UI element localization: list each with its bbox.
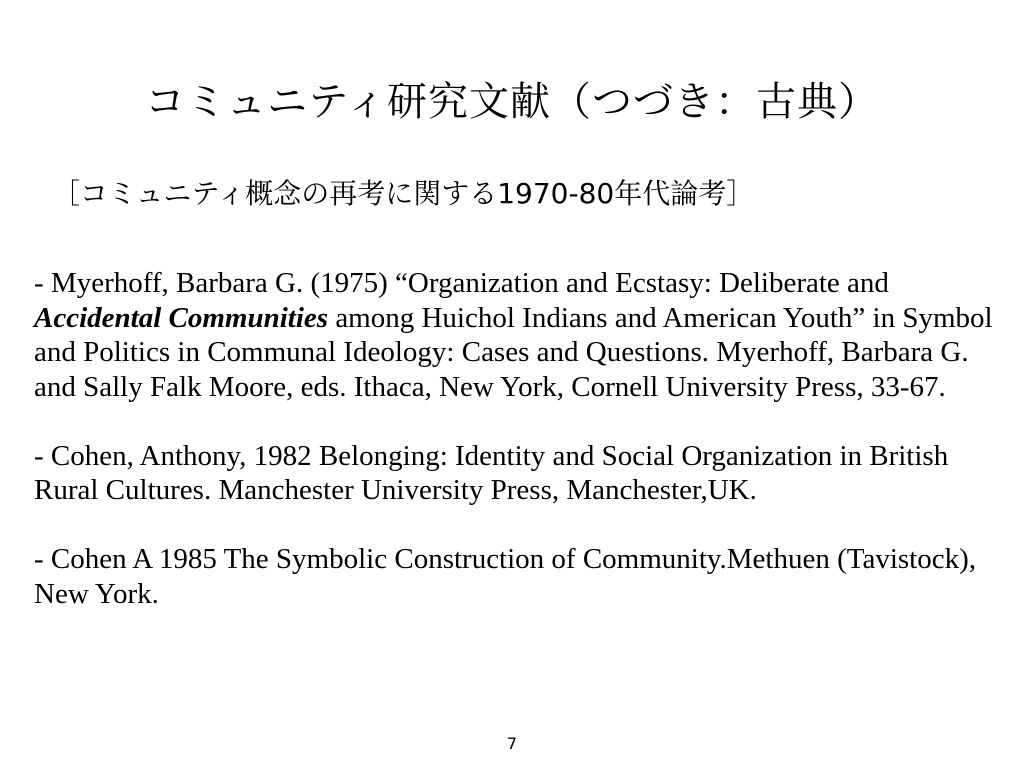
reference-list xyxy=(34,266,994,646)
reference-item-myerhoff xyxy=(34,266,994,404)
reference-emphasis: Accidental Communities xyxy=(34,301,329,334)
reference-item-cohen-1985: - Cohen A 1985 The Symbolic Construction of Community.Methuen (Tavistock), New York. xyxy=(34,543,977,610)
reference-text: - Myerhoff, Barbara G. (1975) “Organization and Ecstasy: Deliberate and xyxy=(34,267,889,299)
slide-title: コミュニティ研究文献（つづき：古典） xyxy=(145,79,879,125)
reference-text: among Huichol Indians and American Youth” in Symbol and Politics in Communal Ideology: Cases and Questions. Myerhoff, Barbara G. and Sally Falk Moore, eds. Ithaca, New York, Cornell University Press, 33-67. xyxy=(34,301,993,403)
page-number: 7 xyxy=(506,734,518,753)
slide-subtitle: ［コミュニティ概念の再考に関する1970-80年代論考］ xyxy=(52,177,755,210)
reference-item-cohen-1982: - Cohen, Anthony, 1982 Belonging: Identity and Social Organization in British Rural Cultures. Manchester University Press, Manchester,UK. xyxy=(34,439,949,506)
